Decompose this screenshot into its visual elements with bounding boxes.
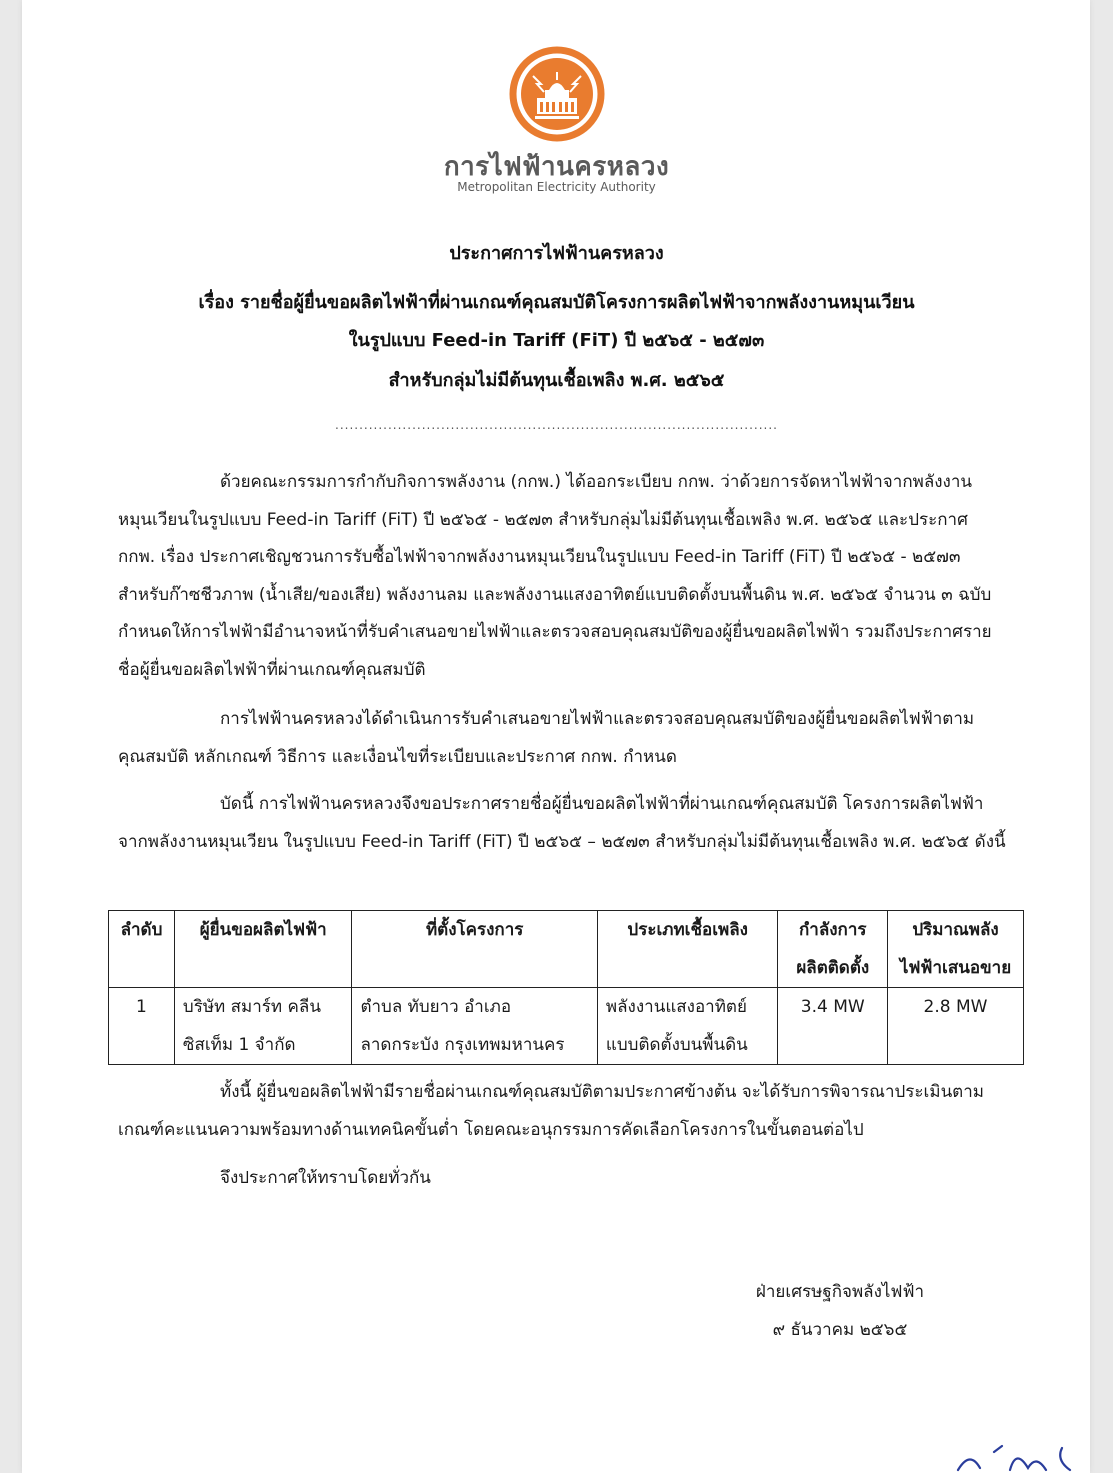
cell-location [352,988,597,1065]
cell-fuel [597,988,778,1065]
cell-location-line-1: ตำบล ทับยาว อำเภอ [360,997,512,1017]
announcement-heading: ประกาศการไฟฟ้านครหลวง [449,243,664,264]
dotted-divider: ............................................................................................ [335,418,778,432]
header-offer [888,911,1024,988]
cell-offer: 2.8 MW [888,988,1024,1065]
header-capacity-line-1: กำลังการ [798,920,867,940]
cell-applicant-line-2: ซิสเท็ม 1 จำกัด [182,1035,296,1055]
paragraph-3: บัดนี้ การไฟฟ้านครหลวงจึงขอประกาศรายชื่อผู้ยื่นขอผลิตไฟฟ้าที่ผ่านเกณฑ์คุณสมบัติ โครงการผลิตไฟฟ้าจากพลังงานหมุนเวียน ในรูปแบบ Feed-in Tariff (FiT) ปี ๒๕๖๕ – ๒๕๗๓ สำหรับกลุ่มไม่มีต้นทุนเชื้อเพลิง พ.ศ. ๒๕๖๕ ดังนี้ [118,794,1006,852]
table-row [109,988,1024,1065]
cell-fuel-line-1: พลังงานแสงอาทิตย์ [605,997,747,1017]
header-offer-line-2: ไฟฟ้าเสนอขาย [899,958,1012,978]
org-name-english: Metropolitan Electricity Authority [457,180,656,194]
announcement-subject-line-3: สำหรับกลุ่มไม่มีต้นทุนเชื้อเพลิง พ.ศ. ๒๕๖๕ [388,370,725,391]
signature-date: ๙ ธันวาคม ๒๕๖๕ [772,1320,908,1340]
cell-applicant-line-1: บริษัท สมาร์ท คลีน [182,997,321,1017]
header-capacity [778,911,888,988]
paragraph-4: ทั้งนี้ ผู้ยื่นขอผลิตไฟฟ้ามีรายชื่อผ่านเกณฑ์คุณสมบัติตามประกาศข้างต้น จะได้รับการพิจารณาประเมินตามเกณฑ์คะแนนความพร้อมทางด้านเทคนิคขั้นต่ำ โดยคณะอนุกรรมการคัดเลือกโครงการในขั้นตอนต่อไป [118,1082,984,1140]
org-name-thai: การไฟฟ้านครหลวง [443,152,670,182]
paragraph-1: ด้วยคณะกรรมการกำกับกิจการพลังงาน (กกพ.) ได้ออกระเบียบ กกพ. ว่าด้วยการจัดหาไฟฟ้าจากพลังงานหมุนเวียนในรูปแบบ Feed-in Tariff (FiT) ปี ๒๕๖๕ - ๒๕๗๓ สำหรับกลุ่มไม่มีต้นทุนเชื้อเพลิง พ.ศ. ๒๕๖๕ และประกาศ กกพ. เรื่อง ประกาศเชิญชวนการรับซื้อไฟฟ้าจากพลังงานหมุนเวียนในรูปแบบ Feed-in Tariff (FiT) ปี ๒๕๖๕ - ๒๕๗๓ สำหรับก๊าซชีวภาพ (น้ำเสีย/ของเสีย) พลังงานลม และพลังงานแสงอาทิตย์แบบติดตั้งบนพื้นดิน พ.ศ. ๒๕๖๕ จำนวน ๓ ฉบับ กำหนดให้การไฟฟ้ามีอำนาจหน้าที่รับคำเสนอขายไฟฟ้าและตรวจสอบคุณสมบัติของผู้ยื่นขอผลิตไฟฟ้า รวมถึงประกาศรายชื่อผู้ยื่นขอผลิตไฟฟ้าที่ผ่านเกณฑ์คุณสมบัติ [118,472,992,680]
header-capacity-line-2: ผลิตติดตั้ง [796,958,870,978]
cell-no: 1 [109,988,175,1065]
header-location: ที่ตั้งโครงการ [352,911,597,988]
qualified-applicants-table [108,910,1024,1065]
header-fuel: ประเภทเชื้อเพลิง [597,911,778,988]
announcement-subject-line-1: เรื่อง รายชื่อผู้ยื่นขอผลิตไฟฟ้าที่ผ่านเกณฑ์คุณสมบัติโครงการผลิตไฟฟ้าจากพลังงานหมุนเวียน [198,292,915,313]
mea-logo-icon [509,46,605,142]
announcement-subject-line-2: ในรูปแบบ Feed-in Tariff (FiT) ปี ๒๕๖๕ - ๒๕๗๓ [348,330,765,351]
paragraph-2: การไฟฟ้านครหลวงได้ดำเนินการรับคำเสนอขายไฟฟ้าและตรวจสอบคุณสมบัติของผู้ยื่นขอผลิตไฟฟ้าตามคุณสมบัติ หลักเกณฑ์ วิธีการ และเงื่อนไขที่ระเบียบและประกาศ กกพ. กำหนด [118,709,975,767]
header-applicant: ผู้ยื่นขอผลิตไฟฟ้า [174,911,352,988]
cell-location-line-2: ลาดกระบัง กรุงเทพมหานคร [360,1035,565,1055]
header-no: ลำดับ [109,911,175,988]
paragraph-5: จึงประกาศให้ทราบโดยทั่วกัน [220,1168,431,1188]
org-logo [0,46,1113,142]
signature-department: ฝ่ายเศรษฐกิจพลังไฟฟ้า [755,1282,925,1302]
table-header-row [109,911,1024,988]
cell-capacity: 3.4 MW [778,988,888,1065]
cell-applicant [174,988,352,1065]
handwritten-signature-icon [950,1440,1080,1473]
header-offer-line-1: ปริมาณพลัง [912,920,999,940]
cell-fuel-line-2: แบบติดตั้งบนพื้นดิน [605,1035,748,1055]
